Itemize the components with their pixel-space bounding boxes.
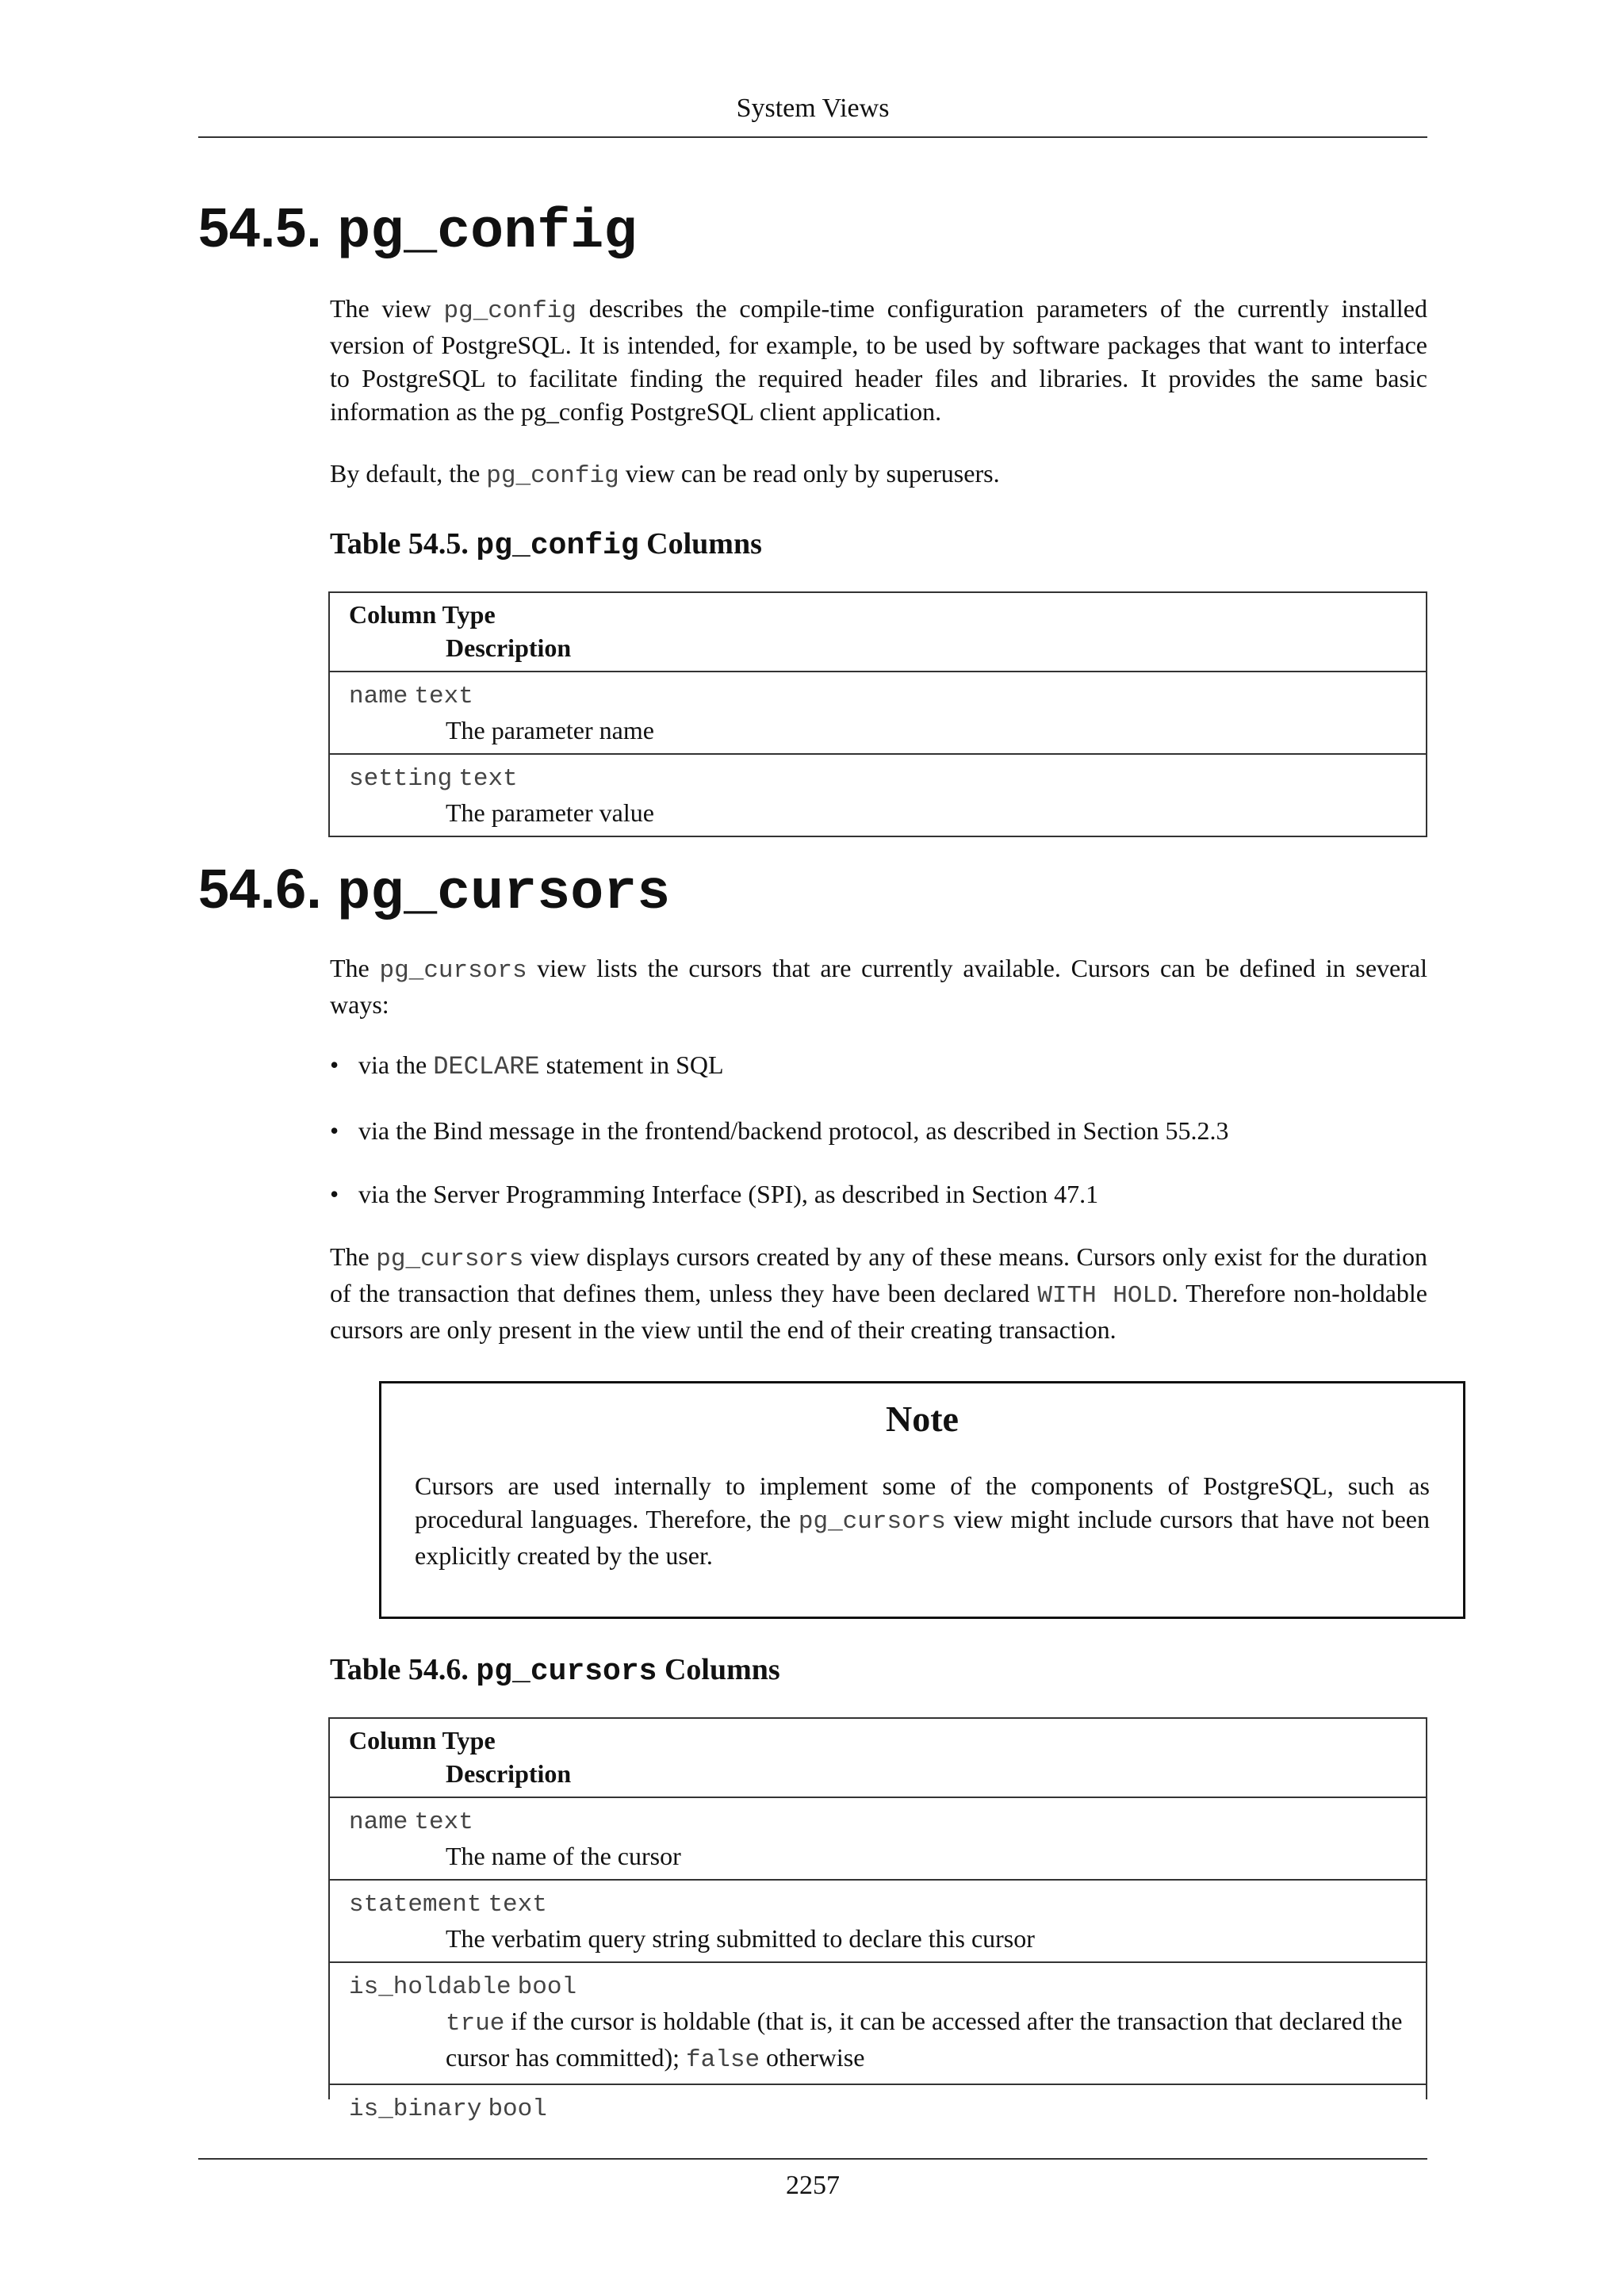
text: Table 54.5. bbox=[330, 527, 477, 561]
inline-code: pg_config bbox=[443, 297, 576, 325]
pg-config-columns-table bbox=[328, 591, 1427, 837]
text: if the cursor is holdable (that is, it can be accessed after the transaction that declared the cursor has committed); bbox=[446, 2007, 1403, 2072]
inline-code: pg_config bbox=[476, 529, 639, 563]
text: Table 54.6. bbox=[330, 1653, 477, 1686]
section-number: 54.5. bbox=[198, 197, 322, 258]
bullet-icon: • bbox=[330, 1180, 339, 1208]
list-item bbox=[330, 1048, 1427, 1084]
text: via the Server Programming Interface (SPI), as described in Section 47.1 bbox=[358, 1180, 1099, 1208]
text: describes the compile-time configuration parameters of the currently installed version of PostgreSQL. It is intended, for example, to be used by software packages that want to interface to PostgreSQL to facilitate finding the required header files and libraries. It provides the same basic information as the pg_config PostgreSQL client application. bbox=[330, 294, 1427, 426]
table-row bbox=[330, 753, 1426, 836]
column-type: bool bbox=[517, 1973, 577, 2001]
list-item bbox=[330, 1177, 1427, 1211]
table-row bbox=[330, 1879, 1426, 1961]
table-row bbox=[330, 1961, 1426, 2084]
table-title-54-6 bbox=[330, 1652, 780, 1689]
pg-cursors-description bbox=[330, 951, 1427, 1021]
pg-cursors-columns-table bbox=[328, 1717, 1427, 2123]
text: otherwise bbox=[760, 2043, 865, 2072]
table-row bbox=[330, 671, 1426, 753]
inline-code: pg_cursors bbox=[798, 1508, 946, 1536]
text: view displays cursors created by any of these means. Cursors only exist for the duration of the transaction that defines them, unless they have been declared bbox=[330, 1242, 1428, 1307]
page-number: 2257 bbox=[786, 2171, 840, 2200]
footer-rule bbox=[198, 2158, 1427, 2160]
text: via the Bind message in the frontend/backend protocol, as described in Section 55.2.3 bbox=[358, 1116, 1229, 1145]
pg-config-description bbox=[330, 292, 1427, 428]
inline-code: pg_config bbox=[486, 462, 619, 490]
header-column-type: Column Type bbox=[349, 1726, 496, 1755]
column-name: statement bbox=[349, 1891, 482, 1919]
column-type: text bbox=[414, 683, 473, 710]
header-description: Description bbox=[446, 633, 572, 662]
column-type: text bbox=[458, 765, 518, 793]
text: via the bbox=[358, 1050, 434, 1079]
column-type: text bbox=[488, 1891, 547, 1919]
pg-cursors-lifetime bbox=[330, 1240, 1427, 1346]
inline-code: DECLARE bbox=[433, 1052, 540, 1081]
section-title: pg_config bbox=[337, 201, 638, 264]
column-name: setting bbox=[349, 765, 453, 793]
text: statement in SQL bbox=[539, 1050, 724, 1079]
running-header: System Views bbox=[736, 94, 890, 123]
text: The bbox=[330, 954, 380, 982]
text: view lists the cursors that are currently available. Cursors can be defined in several ways: bbox=[330, 954, 1428, 1019]
list-item bbox=[330, 1114, 1427, 1147]
text: view might include cursors that have not been explicitly created by the user. bbox=[415, 1505, 1431, 1570]
inline-code: true bbox=[446, 2010, 505, 2038]
text: The bbox=[330, 1242, 377, 1271]
section-heading-54-5 bbox=[198, 197, 638, 264]
column-name: is_holdable bbox=[349, 1973, 511, 2001]
text: Cursors are used internally to implement some of the components of PostgreSQL, such as procedural languages. Therefore, the bbox=[415, 1471, 1430, 1533]
inline-code: false bbox=[686, 2046, 760, 2074]
header-column-type: Column Type bbox=[349, 600, 496, 629]
text: By default, the bbox=[330, 459, 487, 488]
section-title: pg_cursors bbox=[337, 863, 671, 925]
bullet-icon: • bbox=[330, 1116, 339, 1145]
column-type: bool bbox=[488, 2095, 547, 2123]
column-description bbox=[349, 2004, 1407, 2077]
column-description: The parameter name bbox=[446, 716, 654, 744]
column-description: The name of the cursor bbox=[446, 1842, 681, 1870]
inline-code: WITH HOLD bbox=[1037, 1282, 1172, 1310]
table-row bbox=[330, 1797, 1426, 1879]
cursor-definition-list bbox=[330, 1048, 1427, 1241]
bullet-icon: • bbox=[330, 1050, 339, 1079]
table-header-row bbox=[330, 593, 1426, 671]
text: The view bbox=[330, 294, 444, 323]
text: . Therefore non-holdable cursors are only present in the view until the end of their creating transaction. bbox=[330, 1279, 1428, 1344]
note-title: Note bbox=[886, 1399, 959, 1439]
header-description: Description bbox=[446, 1759, 572, 1788]
table-header-row bbox=[330, 1719, 1426, 1797]
inline-code: pg_cursors bbox=[476, 1655, 657, 1689]
column-description: The verbatim query string submitted to declare this cursor bbox=[446, 1924, 1035, 1953]
column-name: is_binary bbox=[349, 2095, 482, 2123]
section-number: 54.6. bbox=[198, 858, 322, 920]
column-type: text bbox=[414, 1808, 473, 1836]
column-name: name bbox=[349, 1808, 408, 1836]
column-description: The parameter value bbox=[446, 798, 654, 827]
text: Columns bbox=[657, 1653, 780, 1686]
text: view can be read only by superusers. bbox=[619, 459, 1000, 488]
header-rule bbox=[198, 136, 1427, 138]
section-heading-54-6 bbox=[198, 858, 671, 925]
table-title-54-5 bbox=[330, 526, 762, 563]
text: Columns bbox=[638, 527, 762, 561]
note-text bbox=[415, 1469, 1430, 1572]
note-box bbox=[379, 1381, 1465, 1619]
pg-config-permissions bbox=[330, 457, 1427, 493]
inline-code: pg_cursors bbox=[379, 957, 527, 985]
inline-code: pg_cursors bbox=[376, 1246, 524, 1273]
column-name: name bbox=[349, 683, 408, 710]
table-row bbox=[330, 2084, 1426, 2133]
